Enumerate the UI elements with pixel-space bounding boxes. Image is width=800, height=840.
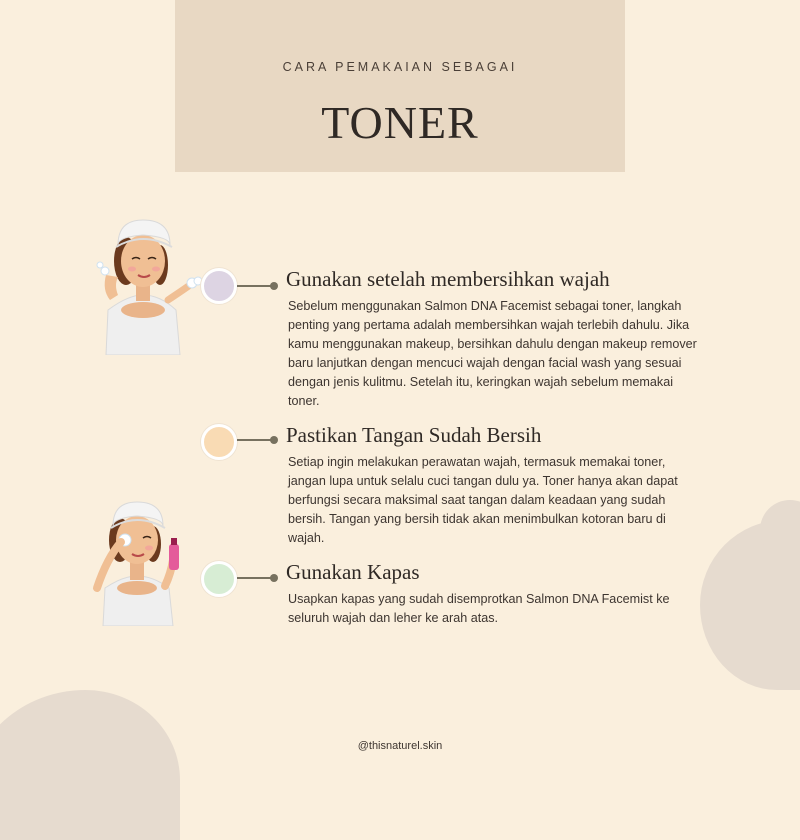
step-3-dot — [201, 561, 237, 597]
step-1-title: Gunakan setelah membersihkan wajah — [286, 267, 610, 291]
page-title: TONER — [321, 97, 479, 148]
step-1-body: Sebelum menggunakan Salmon DNA Facemist sebagai toner, langkah penting yang pertama adalah membersihkan wajah terlebih dahulu. Jika kamu menggunakan makeup, bersihkan dahulu dengan makeup remover baru lanjutkan dengan mencuci wajah dengan facial wash yang sesuai dengan jenis kulitmu. Setelah itu, keringkan wajah sebelum memakai toner. — [288, 299, 697, 408]
step-2-body: Setiap ingin melakukan perawatan wajah, termasuk memakai toner, jangan lupa untuk selalu cuci tangan dulu ya. Toner hanya akan dapat berfungsi secara maksimal saat tangan dalam keadaan yang sudah bersih. Tangan yang bersih tidak akan menimbulkan kotoran baru di wajah. — [288, 455, 678, 545]
header-banner — [175, 0, 625, 172]
step-2-dot — [201, 424, 237, 460]
step-1-connector-end — [270, 282, 278, 290]
step-3-connector-end — [270, 574, 278, 582]
step-3-title: Gunakan Kapas — [286, 560, 420, 584]
instagram-handle: @thisnaturel.skin — [357, 740, 443, 752]
woman-washing-face-illustration — [88, 215, 203, 355]
step-2-connector-end — [270, 436, 278, 444]
decor-blob-bottom-left — [0, 690, 180, 840]
header-subtitle: CARA PEMAKAIAN SEBAGAI — [282, 60, 518, 74]
woman-cotton-pad-illustration — [85, 498, 190, 626]
step-3-body: Usapkan kapas yang sudah disemprotkan Salmon DNA Facemist ke seluruh wajah dan leher ke arah atas. — [288, 592, 670, 625]
step-1-dot — [201, 268, 237, 304]
step-2-title: Pastikan Tangan Sudah Bersih — [286, 423, 542, 447]
